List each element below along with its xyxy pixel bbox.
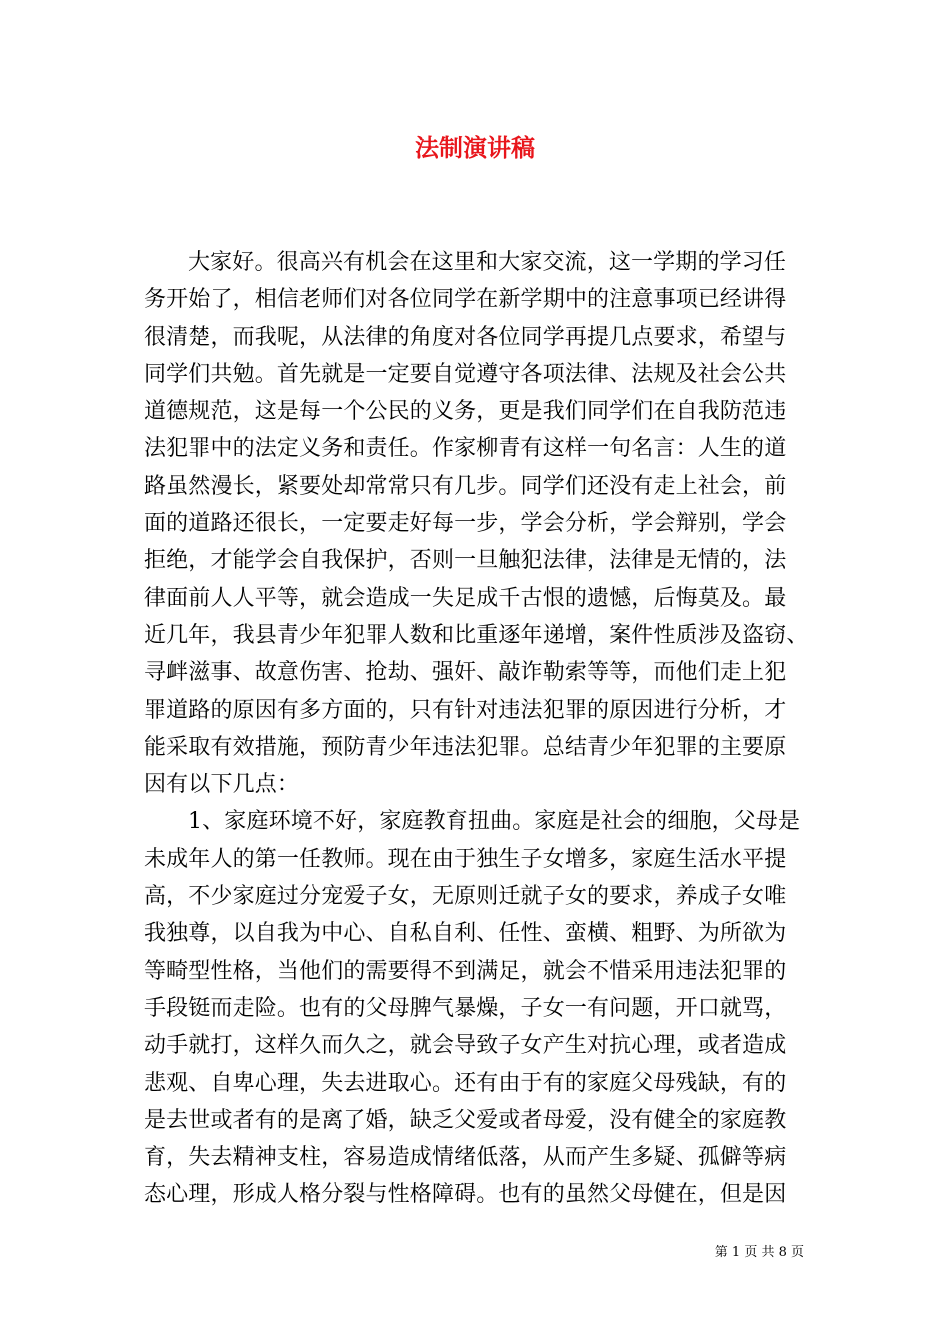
- text-line: 因有以下几点：: [144, 772, 300, 798]
- text-line: 大家好。很高兴有机会在这里和大家交流，这一学期的学习任: [188, 250, 787, 275]
- text-line: 务开始了，相信老师们对各位同学在新学期中的注意事项已经讲得: [144, 287, 787, 313]
- text-line: 寻衅滋事、故意伤害、抢劫、强奸、敲诈勒索等等，而他们走上犯: [144, 660, 787, 686]
- text-line: 育，失去精神支柱，容易造成情绪低落，从而产生多疑、孤僻等病: [144, 1145, 787, 1171]
- text-line: 能采取有效措施，预防青少年违法犯罪。总结青少年犯罪的主要原: [144, 734, 787, 760]
- text-line: 律面前人人平等，就会造成一失足成千古恨的遗憾，后悔莫及。最: [144, 585, 787, 611]
- text-line: 手段铤而走险。也有的父母脾气暴燥，子女一有问题，开口就骂，: [144, 995, 787, 1021]
- page-title: 法制演讲稿: [415, 134, 535, 162]
- text-line: 同学们共勉。首先就是一定要自觉遵守各项法律、法规及社会公共: [144, 361, 787, 387]
- text-line: 罪道路的原因有多方面的，只有针对违法犯罪的原因进行分析，才: [144, 697, 787, 723]
- text-line: 等畸型性格，当他们的需要得不到满足，就会不惜采用违法犯罪的: [144, 958, 787, 984]
- text-line: 拒绝，才能学会自我保护，否则一旦触犯法律，法律是无情的，法: [144, 548, 787, 574]
- text-line: 未成年人的第一任教师。现在由于独生子女增多，家庭生活水平提: [144, 846, 787, 872]
- text-line: 动手就打，这样久而久之，就会导致子女产生对抗心理，或者造成: [144, 1033, 787, 1059]
- text-line: 1、家庭环境不好，家庭教育扭曲。家庭是社会的细胞，父母是: [188, 809, 801, 835]
- text-line: 悲观、自卑心理，失去进取心。还有由于有的家庭父母残缺，有的: [144, 1070, 787, 1096]
- text-line: 面的道路还很长，一定要走好每一步，学会分析，学会辩别，学会: [144, 511, 787, 537]
- page-number: 第 1 页 共 8 页: [714, 1245, 804, 1260]
- text-line: 路虽然漫长，紧要处却常常只有几步。同学们还没有走上社会，前: [144, 473, 787, 499]
- text-line: 态心理，形成人格分裂与性格障碍。也有的虽然父母健在，但是因: [144, 1182, 787, 1208]
- text-line: 高，不少家庭过分宠爱子女，无原则迁就子女的要求，养成子女唯: [144, 884, 787, 910]
- text-line: 很清楚，而我呢，从法律的角度对各位同学再提几点要求，希望与: [144, 324, 787, 350]
- text-line: 是去世或者有的是离了婚，缺乏父爱或者母爱，没有健全的家庭教: [144, 1107, 787, 1133]
- text-line: 道德规范，这是每一个公民的义务，更是我们同学们在自我防范违: [144, 399, 787, 425]
- text-line: 法犯罪中的法定义务和责任。作家柳青有这样一句名言：人生的道: [144, 436, 787, 462]
- text-line: 近几年，我县青少年犯罪人数和比重逐年递增，案件性质涉及盗窃、: [144, 622, 809, 648]
- text-line: 我独尊，以自我为中心、自私自利、任性、蛮横、粗野、为所欲为: [144, 921, 787, 947]
- body-text: [144, 244, 808, 1214]
